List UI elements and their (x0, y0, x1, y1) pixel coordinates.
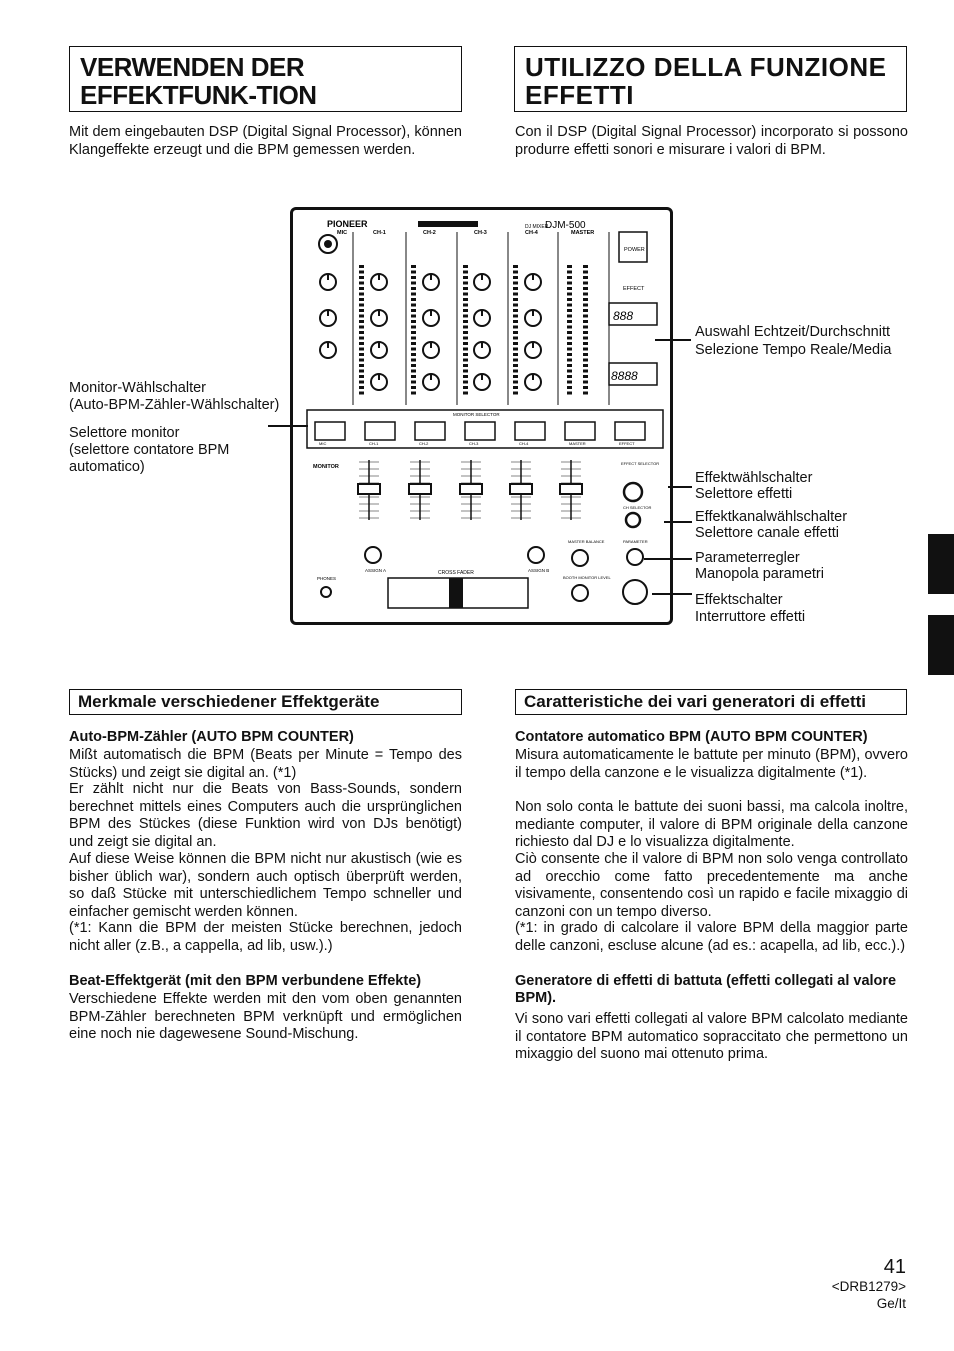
monitor-select-button[interactable] (515, 422, 545, 440)
subheading-italian-2: Generatore di effetti di battuta (effetti collegati al valore BPM). (515, 973, 897, 1006)
level-meter-segment (513, 271, 518, 274)
level-meter-segment (411, 315, 416, 318)
level-meter-segment (463, 392, 468, 395)
paragraph-german-1: Mißt automatisch die BPM (Beats per Minute = Tempo des Stücks) und zeigt sie digital an. (*1) (69, 747, 462, 781)
callout-effect-selector-de: Effektwählschalter (695, 470, 813, 486)
level-meter-segment (583, 326, 588, 329)
level-meter-segment (583, 282, 588, 285)
level-meter-segment (463, 315, 468, 318)
paragraph-german-3: Auf diese Weise können die BPM nicht nur akustisch (wie es bisher üblich war), sondern auch optisch überprüft werden, so daß Stücke mit unterschiedlichem Tempo schneller und einfacher gemischt werden können. (69, 851, 462, 920)
level-meter-segment (463, 375, 468, 378)
side-tab-lower (928, 615, 954, 675)
level-meter-segment (463, 326, 468, 329)
paragraph-german-2: Er zählt nicht nur die Beats von Bass-Sounds, sondern berechnet mittels eines Computers auch die ursprünglichen BPM des Stückes (diese Funktion wird von DJs benötigt) und zeigt sie digital an. (69, 781, 462, 850)
intro-german: Mit dem eingebauten DSP (Digital Signal Processor), können Klangeffekte erzeugt und die BPM gemessen werden. (69, 124, 462, 158)
assign-b-knob[interactable] (528, 547, 544, 563)
paragraph-italian-5: Vi sono vari effetti collegati al valore BPM calcolato mediante il contatore BPM automatico sopraccitato che permettono un mixaggio del suono mai ottenuto prima. (515, 1011, 908, 1062)
level-meter-segment (411, 282, 416, 285)
level-meter-segment (411, 342, 416, 345)
level-meter-segment (411, 375, 416, 378)
level-meter-segment (411, 348, 416, 351)
level-meter-segment (359, 353, 364, 356)
callout-effect-selector-it: Selettore effetti (695, 486, 793, 502)
callout-monitor-selector-de: Monitor-Wählschalter (69, 380, 206, 396)
title-italian: UTILIZZO DELLA FUNZIONE EFFETTI (514, 46, 907, 112)
power-label: POWER (624, 247, 645, 253)
level-meter-segment (463, 293, 468, 296)
level-meter-segment (359, 337, 364, 340)
level-meter-segment (567, 381, 572, 384)
level-meter-segment (411, 364, 416, 367)
monitor-select-button[interactable] (315, 422, 345, 440)
callout-realtime-de: Auswahl Echtzeit/Durchschnitt (695, 324, 891, 340)
level-meter-segment (359, 293, 364, 296)
level-meter-segment (463, 337, 468, 340)
level-meter-segment (567, 342, 572, 345)
level-meter-segment (411, 381, 416, 384)
monitor-button-label: MIC (319, 441, 327, 446)
level-meter-segment (513, 326, 518, 329)
level-meter-segment (463, 342, 468, 345)
callout-effect-channel-it: Selettore canale effetti (695, 525, 840, 541)
level-meter-segment (513, 337, 518, 340)
label-ch2: CH-2 (423, 230, 436, 236)
monitor-button-label: EFFECT (619, 441, 635, 446)
level-meter-segment (583, 320, 588, 323)
master-balance-label: MASTER BALANCE (568, 539, 605, 544)
crossfader-knob[interactable] (449, 578, 463, 608)
level-meter-segment (513, 392, 518, 395)
subheading-german-2: Beat-Effektgerät (mit den BPM verbundene Effekte) (69, 973, 422, 989)
callout-parameter-it: Manopola parametri (695, 566, 824, 582)
monitor-label: MONITOR (313, 464, 339, 470)
level-meter-segment (359, 364, 364, 367)
level-meter-segment (463, 298, 468, 301)
level-meter-segment (463, 348, 468, 351)
level-meter-segment (411, 271, 416, 274)
document-code: <DRB1279> (831, 1279, 906, 1294)
label-ch3: CH-3 (474, 230, 487, 236)
level-meter-segment (583, 331, 588, 334)
level-meter-segment (513, 342, 518, 345)
level-meter-segment (463, 304, 468, 307)
monitor-button-label: MASTER (569, 441, 586, 446)
level-meter-segment (583, 342, 588, 345)
level-meter-segment (411, 359, 416, 362)
level-meter-segment (463, 353, 468, 356)
level-meter-segment (583, 309, 588, 312)
level-meter-segment (359, 392, 364, 395)
level-meter-segment (513, 309, 518, 312)
level-meter-segment (411, 293, 416, 296)
channel-fader-knob[interactable] (510, 484, 532, 494)
level-meter-segment (567, 337, 572, 340)
level-meter-segment (411, 304, 416, 307)
level-meter-segment (513, 348, 518, 351)
level-meter-segment (513, 320, 518, 323)
level-meter-segment (567, 282, 572, 285)
level-meter-segment (411, 326, 416, 329)
level-meter-segment (411, 331, 416, 334)
level-meter-segment (359, 375, 364, 378)
level-meter-segment (463, 276, 468, 279)
level-meter-segment (463, 287, 468, 290)
level-meter-segment (463, 309, 468, 312)
callout-effect-switch-de: Effektschalter (695, 592, 783, 608)
level-meter-segment (583, 392, 588, 395)
level-meter-segment (567, 315, 572, 318)
level-meter-segment (583, 370, 588, 373)
brand-logo: PIONEER (327, 219, 368, 229)
level-meter-segment (359, 265, 364, 268)
callout-monitor-selector-it-sub2: automatico) (69, 459, 145, 475)
level-meter-segment (567, 276, 572, 279)
level-meter-segment (411, 337, 416, 340)
level-meter-segment (567, 331, 572, 334)
assign-a-label: ASSIGN A (365, 568, 387, 573)
level-meter-segment (463, 381, 468, 384)
level-meter-segment (411, 386, 416, 389)
level-meter-segment (359, 287, 364, 290)
callout-monitor-selector-it: Selettore monitor (69, 425, 180, 441)
level-meter-segment (583, 375, 588, 378)
level-meter-segment (411, 298, 416, 301)
level-meter-segment (583, 287, 588, 290)
level-meter-segment (359, 298, 364, 301)
level-meter-segment (567, 293, 572, 296)
level-meter-segment (359, 331, 364, 334)
subheading-italian-1: Contatore automatico BPM (AUTO BPM COUNTER) (515, 729, 868, 745)
side-tab-upper (928, 534, 954, 594)
channel-fader-knob[interactable] (358, 484, 380, 494)
leader-line-effect-switch (652, 593, 692, 595)
level-meter-segment (583, 276, 588, 279)
level-meter-segment (513, 315, 518, 318)
callout-monitor-selector-de-sub: (Auto-BPM-Zähler-Wählschalter) (69, 397, 280, 413)
monitor-button-label: CH-1 (369, 441, 379, 446)
level-meter-segment (513, 331, 518, 334)
monitor-select-button[interactable] (365, 422, 395, 440)
monitor-select-button[interactable] (565, 422, 595, 440)
level-meter-segment (567, 359, 572, 362)
level-meter-segment (411, 276, 416, 279)
level-meter-segment (359, 326, 364, 329)
bpm-display-value: 888 (613, 309, 634, 323)
level-meter-segment (359, 381, 364, 384)
level-meter-segment (567, 364, 572, 367)
parameter-knob[interactable] (627, 549, 643, 565)
level-meter-segment (359, 282, 364, 285)
level-meter-segment (463, 331, 468, 334)
model-name: DJM-500 (545, 220, 586, 231)
ch-selector-label: CH SELECTOR (623, 505, 652, 510)
language-code: Ge/It (876, 1296, 906, 1311)
callout-realtime-it: Selezione Tempo Reale/Media (695, 342, 892, 358)
mixer-panel-drawing (293, 210, 670, 622)
leader-line-realtime (655, 339, 691, 341)
level-meter-segment (513, 370, 518, 373)
level-meter-segment (513, 282, 518, 285)
level-meter-segment (583, 304, 588, 307)
level-meter-segment (567, 271, 572, 274)
subheading-german-1: Auto-BPM-Zähler (AUTO BPM COUNTER) (69, 729, 354, 745)
section-heading-german: Merkmale verschiedener Effektgeräte (69, 689, 462, 715)
leader-line-effect-selector (668, 486, 692, 488)
leader-line-parameter (644, 558, 692, 560)
level-meter-segment (463, 359, 468, 362)
monitor-button-label: CH-2 (419, 441, 429, 446)
level-meter-segment (513, 293, 518, 296)
mixer-panel-illustration (290, 207, 673, 625)
title-german: VERWENDEN DER EFFEKTFUNK-TION (69, 46, 462, 112)
level-meter-segment (583, 353, 588, 356)
level-meter-segment (583, 381, 588, 384)
model-prefix: DJ MIXER (525, 224, 549, 230)
level-meter-segment (359, 304, 364, 307)
effect-on-off-button[interactable] (623, 580, 647, 604)
monitor-select-button[interactable] (415, 422, 445, 440)
level-meter-segment (411, 309, 416, 312)
level-meter-segment (513, 386, 518, 389)
level-meter-segment (513, 359, 518, 362)
paragraph-german-4: (*1: Kann die BPM der meisten Stücke berechnen, jedoch nicht aller (z.B., a cappella, ad lib, usw.).) (69, 920, 462, 954)
level-meter-segment (583, 337, 588, 340)
level-meter-segment (583, 265, 588, 268)
level-meter-segment (359, 271, 364, 274)
paragraph-italian-2: Non solo conta le battute dei suoni bassi, ma calcola inoltre, mediante computer, il valore di BPM originale della canzone richiesto dal DJ e lo visualizza digitalmente. (515, 799, 908, 850)
level-meter-segment (359, 315, 364, 318)
level-meter-segment (583, 348, 588, 351)
level-meter-segment (583, 315, 588, 318)
paragraph-german-5: Verschiedene Effekte werden mit den vom oben genannten BPM-Zähler berechneten BPM verknüpft und ermöglichen eine noch nie dagewesene Sound-Mischung. (69, 991, 462, 1042)
level-meter-segment (567, 309, 572, 312)
effect-label: EFFECT (623, 286, 645, 292)
level-meter-segment (411, 265, 416, 268)
effect-selector-knob[interactable] (624, 483, 642, 501)
level-meter-segment (583, 364, 588, 367)
level-meter-segment (567, 326, 572, 329)
parameter-display-value: 8888 (611, 369, 638, 383)
level-meter-segment (583, 386, 588, 389)
level-meter-segment (359, 348, 364, 351)
level-meter-segment (567, 287, 572, 290)
level-meter-segment (583, 293, 588, 296)
leader-line-left (268, 425, 308, 427)
phones-jack-icon (321, 587, 331, 597)
level-meter-segment (411, 287, 416, 290)
level-meter-segment (567, 298, 572, 301)
assign-b-label: ASSIGN B (528, 568, 550, 573)
level-meter-segment (411, 370, 416, 373)
level-meter-segment (513, 375, 518, 378)
master-balance-knob[interactable] (572, 550, 588, 566)
level-meter-segment (463, 320, 468, 323)
level-meter-segment (411, 320, 416, 323)
level-meter-segment (359, 309, 364, 312)
section-heading-italian: Caratteristiche dei vari generatori di effetti (515, 689, 907, 715)
level-meter-segment (567, 392, 572, 395)
level-meter-segment (567, 265, 572, 268)
level-meter-segment (567, 375, 572, 378)
level-meter-segment (567, 320, 572, 323)
level-meter-segment (567, 353, 572, 356)
phones-label: PHONES (317, 576, 337, 581)
paragraph-italian-3: Ciò consente che il valore di BPM non solo venga controllato ad orecchio come fatto precedentemente ma anche visivamente, consentendo così un rapido e facile mixaggio di canzoni con un tempo diverso. (515, 851, 908, 920)
level-meter-segment (463, 282, 468, 285)
ch-selector-knob[interactable] (626, 513, 640, 527)
level-meter-segment (359, 320, 364, 323)
label-ch1: CH-1 (373, 230, 386, 236)
callout-effect-switch-it: Interruttore effetti (695, 609, 806, 625)
level-meter-segment (463, 364, 468, 367)
channel-fader-knob[interactable] (460, 484, 482, 494)
level-meter-segment (359, 342, 364, 345)
level-meter-segment (567, 348, 572, 351)
label-mic: MIC (337, 230, 348, 236)
leader-line-effect-channel (664, 521, 692, 523)
crossfader-label: CROSS FADER (438, 570, 474, 576)
booth-monitor-label: BOOTH MONITOR LEVEL (563, 575, 611, 580)
level-meter-segment (583, 271, 588, 274)
monitor-select-button[interactable] (465, 422, 495, 440)
level-meter-segment (513, 287, 518, 290)
label-ch4: CH-4 (525, 230, 538, 236)
level-meter-segment (359, 370, 364, 373)
channel-fader-knob[interactable] (409, 484, 431, 494)
level-meter-segment (513, 304, 518, 307)
monitor-select-button[interactable] (615, 422, 645, 440)
level-meter-segment (463, 386, 468, 389)
level-meter-segment (583, 359, 588, 362)
callout-effect-channel-de: Effektkanalwählschalter (695, 509, 848, 525)
level-meter-segment (463, 265, 468, 268)
callout-monitor-selector-it-sub1: (selettore contatore BPM (69, 442, 230, 458)
monitor-button-label: CH-4 (519, 441, 529, 446)
intro-italian: Con il DSP (Digital Signal Processor) incorporato si possono produrre effetti sonori e misurare i valori di BPM. (515, 124, 908, 158)
channel-fader-knob[interactable] (560, 484, 582, 494)
level-meter-segment (513, 381, 518, 384)
assign-a-knob[interactable] (365, 547, 381, 563)
level-meter-segment (567, 386, 572, 389)
brand-strip (418, 221, 478, 227)
paragraph-italian-4: (*1: in grado di calcolare il valore BPM della maggior parte delle canzoni, escluse alcune (ad es.: acapella, ad lib, ecc.).) (515, 920, 908, 954)
parameter-label: PARAMETER (623, 539, 648, 544)
paragraph-italian-1: Misura automaticamente le battute per minuto (BPM), ovvero il tempo della canzone e le visualizza digitalmente (*1). (515, 747, 908, 781)
level-meter-segment (513, 298, 518, 301)
level-meter-segment (411, 353, 416, 356)
monitor-button-label: CH-3 (469, 441, 479, 446)
level-meter-segment (359, 386, 364, 389)
level-meter-segment (513, 353, 518, 356)
level-meter-segment (411, 392, 416, 395)
level-meter-segment (513, 265, 518, 268)
booth-monitor-knob[interactable] (572, 585, 588, 601)
level-meter-segment (359, 359, 364, 362)
callout-parameter-de: Parameterregler (695, 550, 800, 566)
level-meter-segment (567, 304, 572, 307)
level-meter-segment (513, 364, 518, 367)
monitor-selector-label: MONITOR SELECTOR (453, 412, 500, 417)
level-meter-segment (359, 276, 364, 279)
label-master: MASTER (571, 230, 595, 236)
level-meter-segment (583, 298, 588, 301)
effect-selector-label: EFFECT SELECTOR (621, 461, 660, 466)
mic-socket-center (324, 240, 332, 248)
page-number: 41 (883, 1256, 906, 1278)
level-meter-segment (463, 370, 468, 373)
level-meter-segment (513, 276, 518, 279)
level-meter-segment (463, 271, 468, 274)
level-meter-segment (567, 370, 572, 373)
